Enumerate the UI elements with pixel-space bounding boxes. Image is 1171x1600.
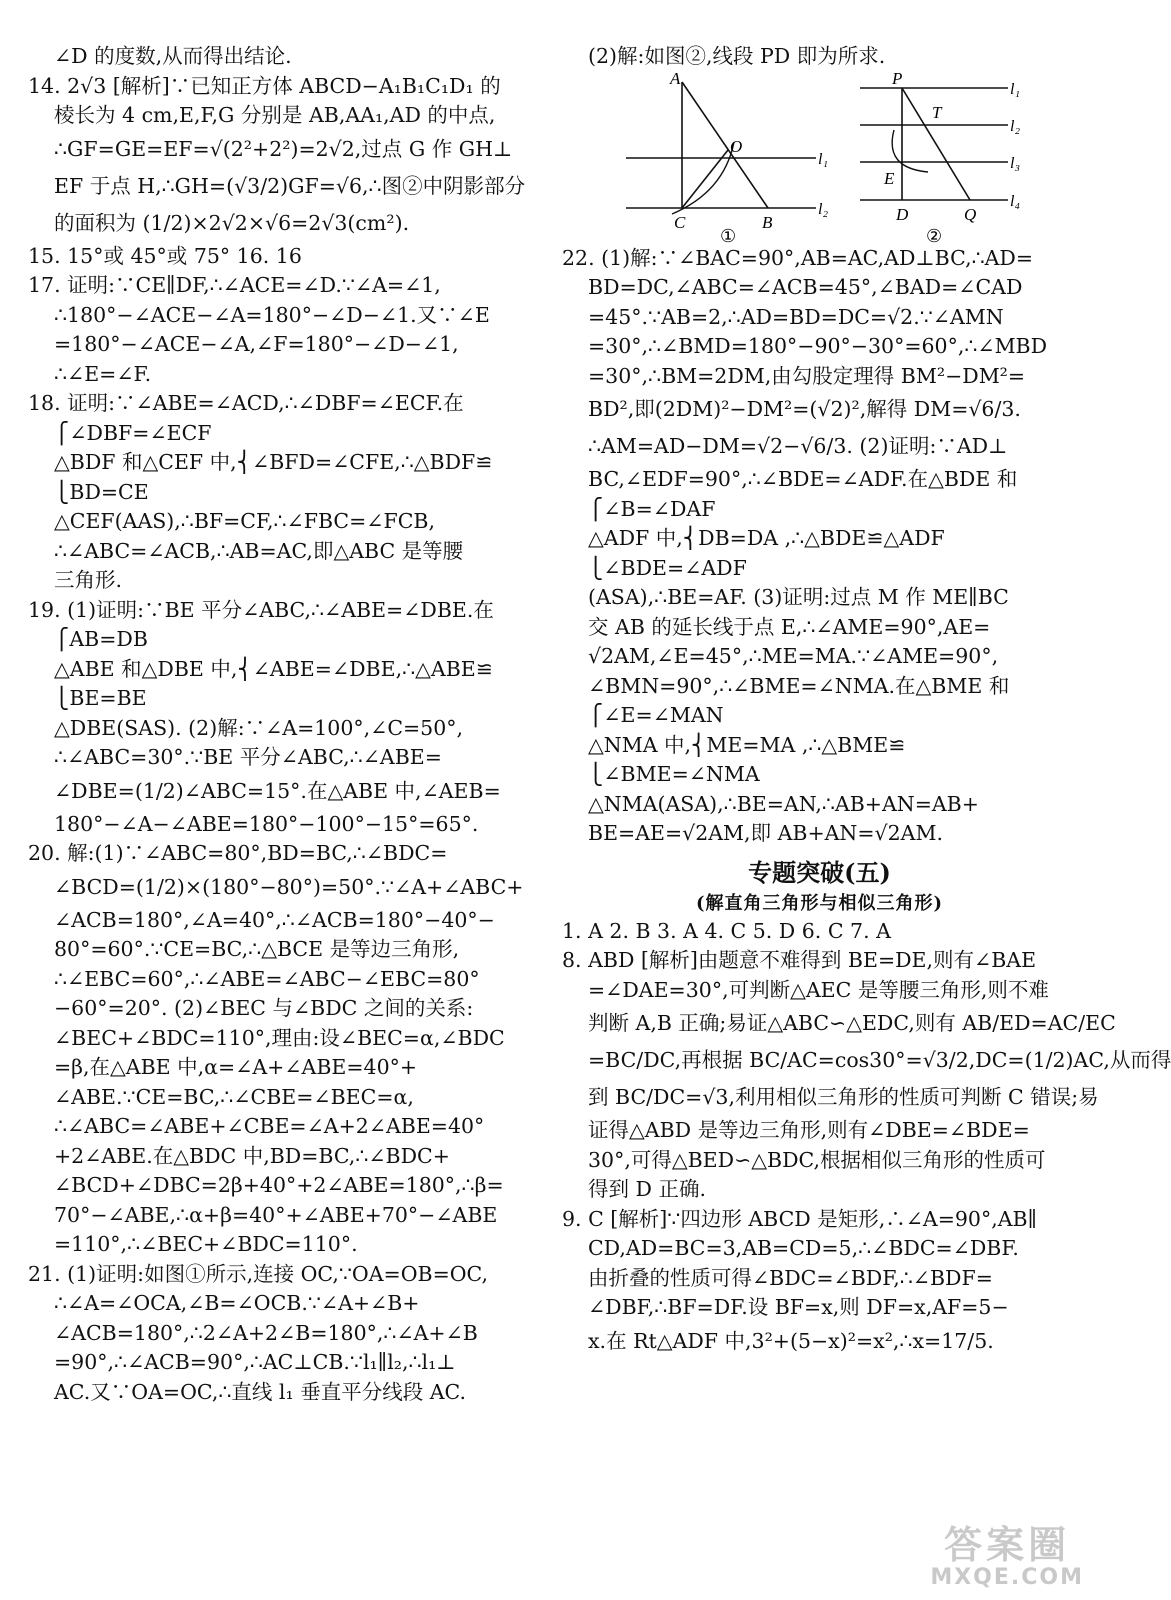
right-line: 证得△ABD 是等边三角形,则有∠DBE=∠BDE= — [588, 1118, 1030, 1142]
left-line: −60°=20°. (2)∠BEC 与∠BDC 之间的关系: — [54, 996, 474, 1020]
right-line: 9. C [解析]∵四边形 ABCD 是矩形,∴∠A=90°,AB∥ — [562, 1206, 1038, 1231]
left-line: 19. (1)证明:∵BE 平分∠ABC,∴∠ABE=∠DBE.在 — [28, 597, 494, 622]
right-line: 1. A 2. B 3. A 4. C 5. D 6. C 7. A — [562, 918, 891, 943]
fig2-label-l2: l₂ — [1010, 117, 1021, 135]
fig1-label-l2: l₂ — [818, 200, 829, 218]
left-line: ∠BCD=(1/2)×(180°−80°)=50°.∵∠A+∠ABC+ — [54, 874, 524, 899]
right-column — [562, 42, 1171, 1360]
fig1-label-l1: l₁ — [818, 150, 829, 168]
section-answers-block — [562, 917, 1171, 1360]
fig1-label-C: C — [674, 212, 686, 232]
left-line: 80°=60°.∵CE=BC,∴△BCE 是等边三角形, — [54, 937, 460, 961]
watermark — [930, 1525, 1084, 1590]
right-line: BD=DC,∠ABC=∠ACB=45°,∠BAD=∠CAD — [588, 275, 1023, 299]
right-line: √2AM,∠E=45°,∴ME=MA.∵∠AME=90°, — [588, 644, 999, 668]
left-line: △ABE 和△DBE 中,⎨∠ABE=∠DBE,∴△ABE≌ — [54, 656, 493, 681]
right-line: △NMA 中,⎨ME=MA ,∴△BME≌ — [588, 732, 906, 757]
watermark-url: MXQE.COM — [930, 1565, 1084, 1590]
left-line: 15. 15°或 45°或 75° 16. 16 — [28, 243, 302, 268]
right-line: =BC/DC,再根据 BC/AC=cos30°=√3/2,DC=(1/2)AC,从而得 — [588, 1048, 1171, 1072]
right-line: 得到 D 正确. — [588, 1177, 706, 1201]
section-subtitle: (解直角三角形与相似三角形) — [695, 892, 944, 914]
left-line: AC.又∵OA=OC,∴直线 l₁ 垂直平分线段 AC. — [54, 1379, 466, 1404]
right-line: △NMA(ASA),∴BE=AN,∴AB+AN=AB+ — [588, 791, 979, 816]
right-line: x.在 Rt△ADF 中,3²+(5−x)²=x²,∴x=17/5. — [588, 1328, 994, 1353]
right-line: ⎩∠BDE=∠ADF — [588, 555, 747, 580]
right-line: 由折叠的性质可得∠BDC=∠BDF,∴∠BDF= — [588, 1265, 993, 1290]
left-line: ⎩BD=CE — [54, 479, 149, 504]
figure-2-svg — [858, 68, 1078, 247]
left-line: ∴∠EBC=60°,∴∠ABE=∠ABC−∠EBC=80° — [54, 966, 480, 991]
left-line: EF 于点 H,∴GH=(√3/2)GF=√6,∴图②中阴影部分 — [54, 173, 526, 198]
section-title: 专题突破(五) — [748, 857, 891, 887]
left-line: =180°−∠ACE−∠A,∠F=180°−∠D−∠1, — [54, 332, 459, 356]
right-line: ∴AM=AD−DM=√2−√6/3. (2)证明:∵AD⊥ — [588, 434, 1008, 458]
left-line: ∴∠ABC=∠ABE+∠CBE=∠A+2∠ABE=40° — [54, 1114, 485, 1138]
left-line: =90°,∴∠ACB=90°,∴AC⊥CB.∵l₁∥l₂,∴l₁⊥ — [54, 1350, 456, 1374]
right-line: ∠BMN=90°,∴∠BME=∠NMA.在△BME 和 — [588, 673, 1010, 698]
fig1-label-O: O — [730, 136, 743, 156]
left-line: ∠BCD+∠DBC=2β+40°+2∠ABE=180°,∴β= — [54, 1173, 504, 1197]
left-line: ∴∠A=∠OCA,∠B=∠OCB.∵∠A+∠B+ — [54, 1291, 420, 1315]
q21-part2-line: (2)解:如图②,线段 PD 即为所求. — [588, 44, 886, 68]
right-line: BC,∠EDF=90°,∴∠BDE=∠ADF.在△BDE 和 — [588, 467, 1018, 491]
left-line: ∠DBE=(1/2)∠ABC=15°.在△ABE 中,∠AEB= — [54, 778, 501, 803]
fig1-segment-AB — [682, 82, 768, 208]
right-line: (ASA),∴BE=AF. (3)证明:过点 M 作 ME∥BC — [588, 585, 1009, 609]
right-line: 交 AB 的延长线于点 E,∴∠AME=90°,AE= — [588, 614, 991, 639]
right-line: =30°,∴∠BMD=180°−90°−30°=60°,∴∠MBD — [588, 334, 1048, 358]
fig1-label-B: B — [762, 212, 773, 232]
right-line: =∠DAE=30°,可判断△AEC 是等腰三角形,则不难 — [588, 977, 1049, 1002]
fig1-caption: ① — [720, 225, 737, 247]
fig2-label-T: T — [932, 102, 942, 122]
q22-block — [562, 244, 1077, 849]
left-line: 180°−∠A−∠ABE=180°−100°−15°=65°. — [54, 811, 479, 836]
left-line: ⎧∠DBF=∠ECF — [54, 420, 212, 445]
right-line: 判断 A,B 正确;易证△ABC∽△EDC,则有 AB/ED=AC/EC — [588, 1011, 1116, 1035]
fig2-label-l1: l₁ — [1010, 80, 1021, 98]
left-line: ∠ACB=180°,∴2∠A+2∠B=180°,∴∠A+∠B — [54, 1320, 478, 1345]
left-line: +2∠ABE.在△BDC 中,BD=BC,∴∠BDC+ — [54, 1143, 450, 1168]
left-line: 棱长为 4 cm,E,F,G 分别是 AB,AA₁,AD 的中点, — [54, 103, 496, 127]
left-line: ∴∠E=∠F. — [54, 361, 152, 386]
right-line: ∠DBF,∴BF=DF.设 BF=x,则 DF=x,AF=5− — [588, 1295, 1009, 1319]
left-line: ⎩BE=BE — [54, 686, 147, 710]
fig2-label-l4: l₄ — [1010, 192, 1021, 210]
right-line: BE=AE=√2AM,即 AB+AN=√2AM. — [588, 821, 943, 845]
fig2-label-P: P — [892, 68, 903, 88]
left-line: 21. (1)证明:如图①所示,连接 OC,∵OA=OB=OC, — [28, 1261, 489, 1286]
left-line: ∴∠ABC=30°.∵BE 平分∠ABC,∴∠ABE= — [54, 745, 442, 769]
left-line: 20. 解:(1)∵∠ABC=80°,BD=BC,∴∠BDC= — [28, 841, 448, 865]
right-line: △ADF 中,⎨DB=DA ,∴△BDE≌△ADF — [588, 526, 945, 550]
right-line: 22. (1)解:∵∠BAC=90°,AB=AC,AD⊥BC,∴AD= — [562, 245, 1034, 270]
left-line: ∠ABE.∵CE=BC,∴∠CBE=∠BEC=α, — [54, 1084, 414, 1109]
left-line: 三角形. — [54, 568, 123, 592]
left-line: △DBE(SAS). (2)解:∵∠A=100°,∠C=50°, — [54, 715, 464, 740]
right-line: 30°,可得△BED∽△BDC,根据相似三角形的性质可 — [588, 1147, 1046, 1172]
left-line: 70°−∠ABE,∴α+β=40°+∠ABE+70°−∠ABE — [54, 1202, 498, 1227]
fig2-label-Q: Q — [964, 204, 977, 224]
left-line: △CEF(AAS),∴BF=CF,∴∠FBC=∠FCB, — [54, 509, 435, 533]
figure-1-svg — [624, 68, 864, 247]
fig2-label-l3: l₃ — [1010, 154, 1021, 172]
left-line: △BDF 和△CEF 中,⎨∠BFD=∠CFE,∴△BDF≌ — [54, 450, 493, 474]
fig2-caption: ② — [926, 225, 943, 247]
left-line: ∠BEC+∠BDC=110°,理由:设∠BEC=α,∠BDC — [54, 1025, 505, 1050]
figures — [562, 68, 1077, 247]
left-line: =110°,∴∠BEC+∠BDC=110°. — [54, 1232, 358, 1256]
watermark-logo-text: 答案圈 — [944, 1523, 1071, 1567]
left-line: ∠ACB=180°,∠A=40°,∴∠ACB=180°−40°− — [54, 907, 495, 932]
left-line: ∴180°−∠ACE−∠A=180°−∠D−∠1.又∵∠E — [54, 302, 490, 327]
fig2-arc — [892, 130, 928, 172]
right-line: BD²,即(2DM)²−DM²=(√2)²,解得 DM=√6/3. — [588, 397, 1021, 421]
left-line: 14. 2√3 [解析]∵已知正方体 ABCD−A₁B₁C₁D₁ 的 — [28, 73, 501, 98]
right-line: ⎧∠B=∠DAF — [588, 496, 716, 521]
left-line: =β,在△ABE 中,α=∠A+∠ABE=40°+ — [54, 1055, 418, 1079]
left-line: 的面积为 (1/2)×2√2×√6=2√3(cm²). — [54, 210, 410, 235]
right-line: CD,AD=BC=3,AB=CD=5,∴∠BDC=∠DBF. — [588, 1236, 1019, 1260]
fig2-label-E: E — [884, 168, 895, 188]
left-line: ∴∠ABC=∠ACB,∴AB=AC,即△ABC 是等腰 — [54, 538, 464, 563]
right-line: ⎩∠BME=∠NMA — [588, 762, 760, 786]
fig1-label-A: A — [670, 68, 681, 88]
left-line: 17. 证明:∵CE∥DF,∴∠ACE=∠D.∵∠A=∠1, — [28, 273, 441, 297]
right-line: =30°,∴BM=2DM,由勾股定理得 BM²−DM²= — [588, 363, 1026, 388]
right-line: =45°.∵AB=2,∴AD=BD=DC=√2.∵∠AMN — [588, 304, 1004, 329]
left-line: ⎧AB=DB — [54, 627, 148, 651]
left-line: 18. 证明:∵∠ABE=∠ACD,∴∠DBF=∠ECF.在 — [28, 391, 464, 415]
right-line: ⎧∠E=∠MAN — [588, 703, 724, 727]
right-line: 到 BC/DC=√3,利用相似三角形的性质可判断 C 错误;易 — [588, 1085, 1099, 1109]
fig2-label-D: D — [896, 204, 909, 224]
left-column — [28, 42, 533, 1407]
left-line: ∴GF=GE=EF=√(2²+2²)=2√2,过点 G 作 GH⊥ — [54, 136, 513, 161]
right-line: 8. ABD [解析]由题意不难得到 BE=DE,则有∠BAE — [562, 948, 1037, 972]
left-line: ∠D 的度数,从而得出结论. — [54, 44, 292, 68]
